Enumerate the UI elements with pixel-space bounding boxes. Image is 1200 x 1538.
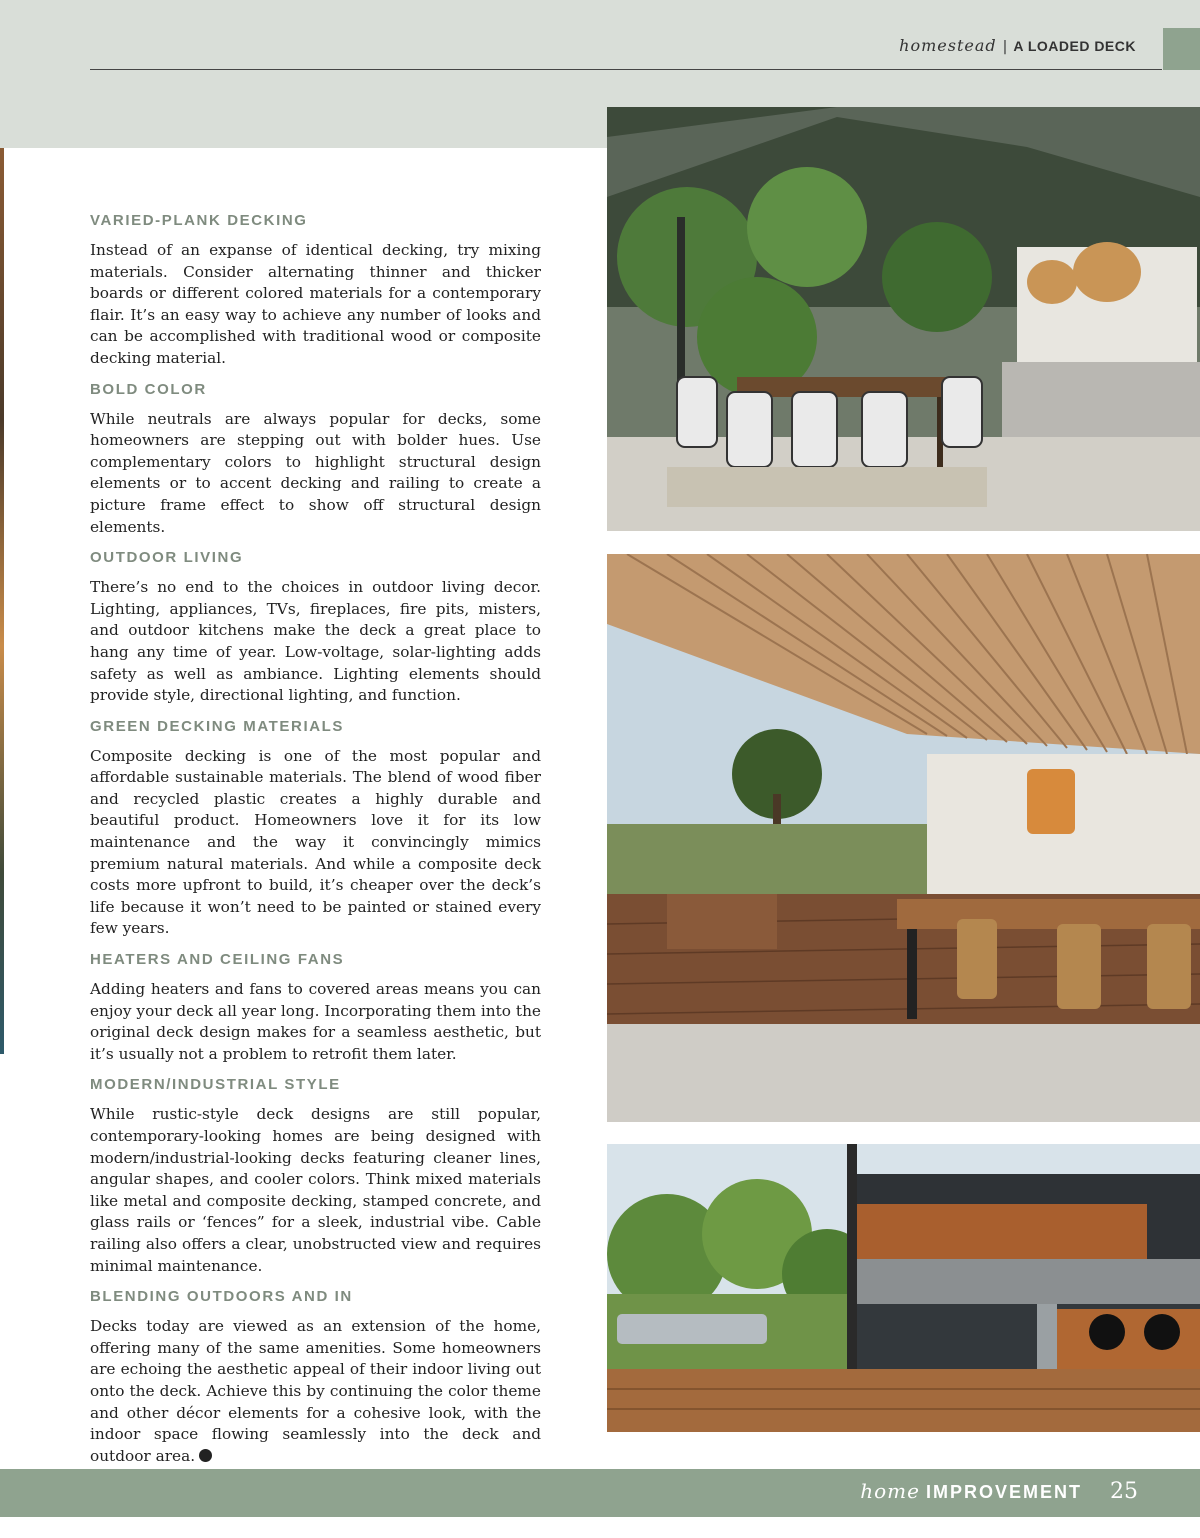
header-rule <box>90 69 1162 70</box>
header-separator: | <box>1002 39 1008 55</box>
section-paragraph: While neutrals are always popular for decks, some homeowners are stepping out with bolder hues. Use complementary colors to highlight structural design elements or to accent decking and railing to create a picture frame effect to show off structural design elements. <box>90 409 541 536</box>
running-footer <box>860 1479 1138 1504</box>
footer-magazine-word-2: IMPROVEMENT <box>925 1482 1082 1502</box>
section-heading: BOLD COLOR <box>90 380 207 398</box>
final-paragraph-text: Decks today are viewed as an extension of the home, offering many of the same amenities. Some homeowners are echoing the aesthetic appeal of their indoor living out onto the deck. Achieve this by continuing the color theme and other décor elements for a cohesive look, with the indoor space flowing seamlessly into the deck and outdoor area. <box>90 1317 541 1465</box>
section-paragraph: Adding heaters and fans to covered areas means you can enjoy your deck all year long. Incorporating them into the original deck design makes for a seamless aesthetic, but it’s usually not a problem to retrofit them later. <box>90 980 541 1063</box>
section-heading: HEATERS AND CEILING FANS <box>90 951 345 969</box>
outdoor-kitchen-photo <box>607 1144 1200 1432</box>
footer-band <box>0 1469 1200 1517</box>
article-body <box>90 212 541 1478</box>
header-section-title: A LOADED DECK <box>1013 38 1136 54</box>
section-heading: GREEN DECKING MATERIALS <box>90 717 345 735</box>
pergola-dining-photo <box>607 107 1200 531</box>
page-number: 25 <box>1110 1479 1138 1504</box>
section-heading: MODERN/INDUSTRIAL STYLE <box>90 1076 341 1094</box>
section-paragraph: Instead of an expanse of identical decking, try mixing materials. Consider alternating thinner and thicker boards or different colored materials for a contemporary flair. It’s an easy way to achieve any number of looks and can be accomplished with traditional wood or composite decking material. <box>90 241 541 367</box>
section-paragraph: Composite decking is one of the most popular and affordable sustainable materials. The blend of wood fiber and recycled plastic creates a highly durable and beautiful product. Homeowners love it for its low maintenance and the way it convincingly mimics premium natural materials. And while a composite deck costs more upfront to build, it’s cheaper over the deck’s life because it won’t need to be painted or stained every few years. <box>90 746 541 938</box>
section-heading: VARIED-PLANK DECKING <box>90 212 308 229</box>
header-brand: homestead <box>899 36 997 55</box>
section-paragraph <box>90 1316 541 1467</box>
section-heading: OUTDOOR LIVING <box>90 549 244 567</box>
previous-page-edge <box>0 148 4 1054</box>
section-heading: BLENDING OUTDOORS AND IN <box>90 1288 353 1306</box>
section-paragraph: While rustic-style deck designs are still popular, contemporary-looking homes are being designed with modern/industrial-looking decks featuring cleaner lines, angular shapes, and cooler colors. Think mixed materials like metal and composite decking, stamped concrete, and glass rails or ‘fences” for a sleek, industrial vibe. Cable railing also offers a clear, unobstructed view and requires minimal maintenance. <box>90 1105 541 1275</box>
header-accent-tab <box>1163 28 1200 70</box>
end-mark-icon <box>199 1449 212 1462</box>
section-paragraph: There’s no end to the choices in outdoor living decor. Lighting, appliances, TVs, fireplaces, fire pits, misters, and outdoor kitchens make the deck a great place to hang any time of year. Low-voltage, solar-lighting adds safety as well as ambiance. Lighting elements should provide style, directional lighting, and function. <box>90 578 541 705</box>
slatted-roof-deck-photo <box>607 554 1200 1122</box>
footer-magazine-word-1: home <box>860 1479 920 1503</box>
running-header <box>899 36 1136 55</box>
